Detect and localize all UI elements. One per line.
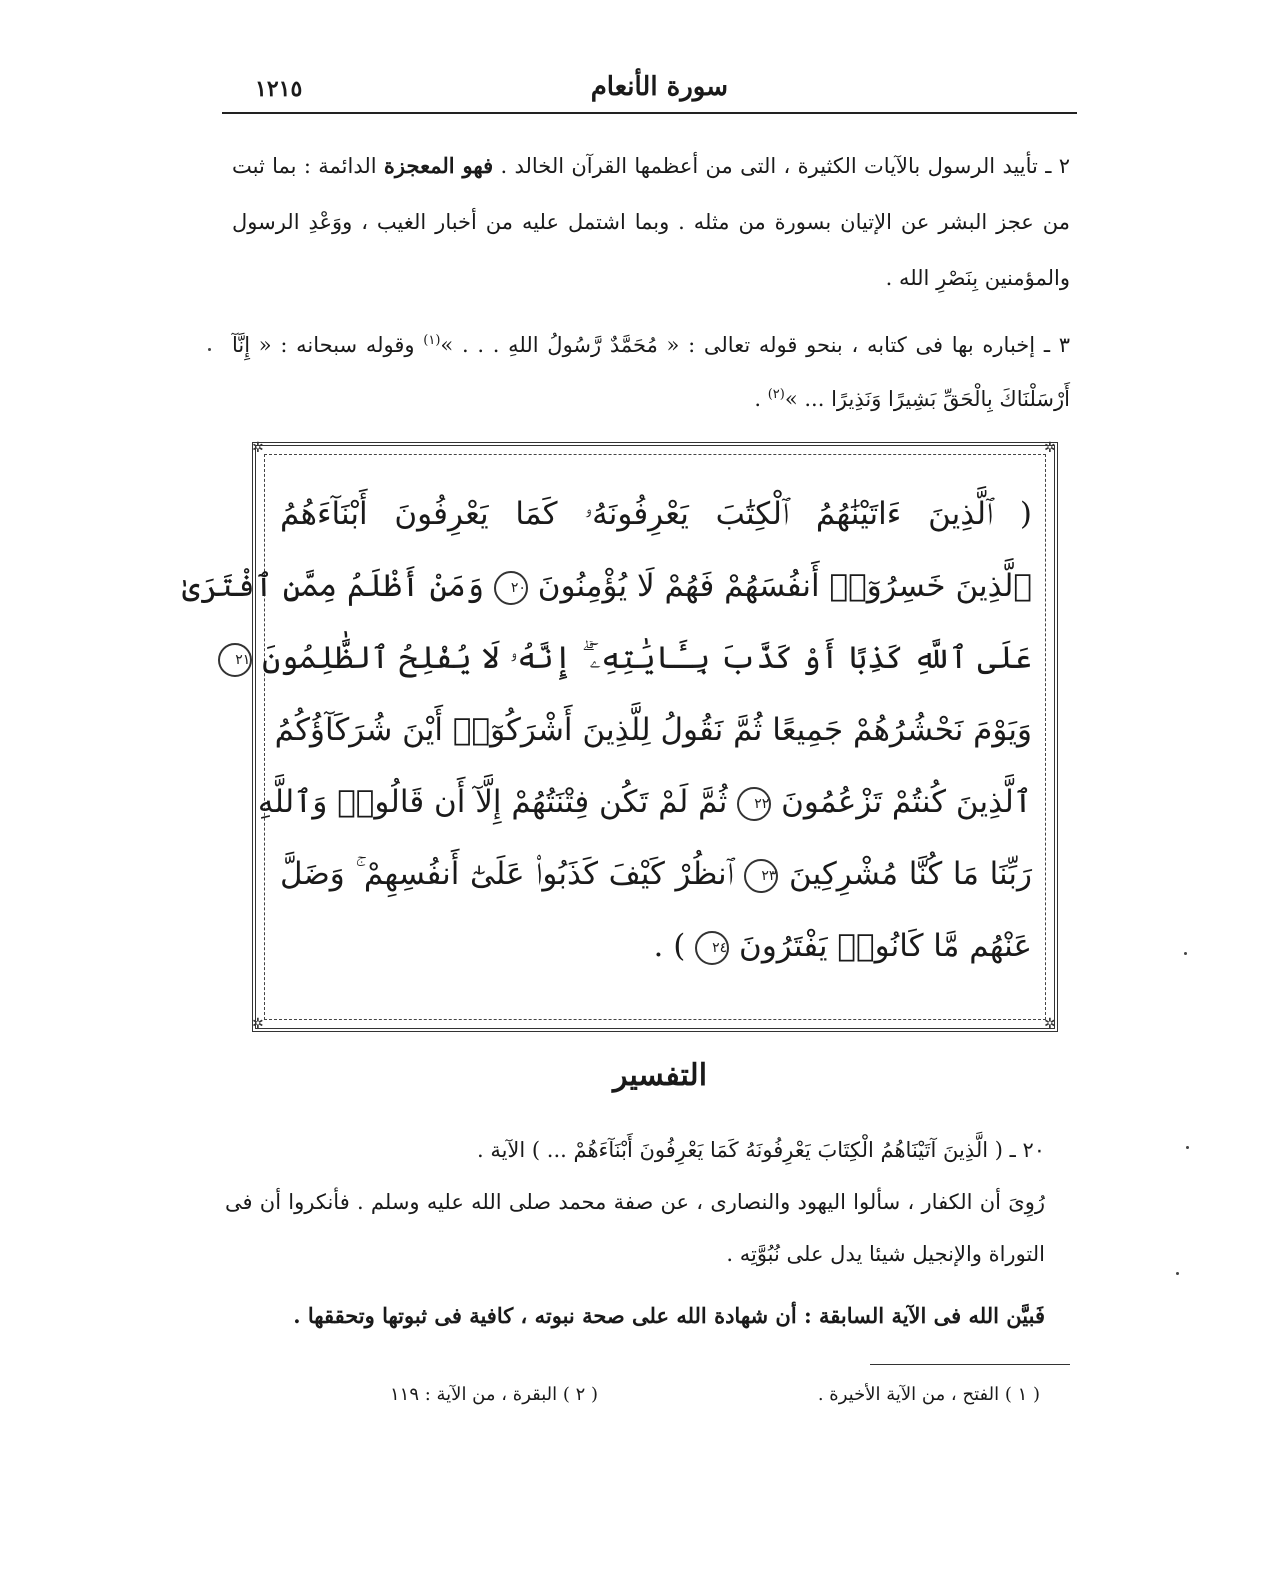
verse-text: عَنْهُم مَّا كَانُوا۟ يَفْتَرُونَ	[739, 928, 1032, 964]
frame-corner-ornament: ✲	[1044, 1016, 1056, 1032]
point3-text: ٣ ـ إخباره بها فى كتابه ، بنحو قوله تعالى : « مُحَمَّدٌ رَّسُولُ اللهِ . . . »	[440, 333, 1070, 357]
ayah-number-marker: ٢٠	[494, 571, 528, 605]
tafsir-paragraph: رُوِىَ أن الكفار ، سألوا اليهود والنصارى ، عن صفة محمد صلى الله عليه وسلم . فأنكروا أن فى التوراة والإنجيل شيئا يدل على نُبُوَّتِه .	[225, 1190, 1045, 1266]
verse-text: ) .	[653, 928, 686, 964]
verse-text: ثُمَّ لَمْ تَكُن فِتْنَتُهُمْ إِلَّآ أَن قَالُوا۟ وَٱللَّهِ	[257, 784, 728, 820]
verse-text: رَبِّنَا مَا كُنَّا مُشْرِكِينَ	[789, 856, 1033, 892]
verse-line	[280, 838, 1032, 910]
verse-line	[274, 694, 1032, 766]
point2-line2: الدائمة : بما ثبت من عجز البشر عن الإتيان بسورة من مثله . وبما اشتمل عليه من أخبار الغيب ، ووَعْدِ الرسول والمؤمنين بِنَصْرِ الله .	[232, 154, 1070, 290]
tafsir-paragraph-bold: فَبيَّن الله فى الآية السابقة : أن شهادة الله على صحة نبوته ، كافية فى ثبوتها وتحققها .	[293, 1303, 1045, 1328]
frame-corner-ornament: ✲	[1044, 440, 1056, 456]
ayah-number-marker: ٢٢	[737, 787, 771, 821]
scan-speck	[1186, 1146, 1189, 1149]
ayah-number-marker: ٢١	[218, 643, 252, 677]
tafsir-heading: التفسير	[612, 1058, 708, 1093]
footnote-ref-1: (١)	[423, 333, 441, 348]
page-number: ١٢١٥	[255, 76, 303, 102]
verse-line	[280, 910, 1032, 982]
footnote-ref-2: (٢)	[767, 387, 785, 402]
surah-title: سورة الأنعام	[590, 72, 728, 102]
verse-line	[257, 766, 1032, 838]
verse-line	[280, 478, 1032, 550]
verse-text: ( ٱلَّذِينَ ءَاتَيْنَٰهُمُ ٱلْكِتَٰبَ يَعْرِفُونَهُۥ كَمَا يَعْرِفُونَ أَبْنَآءَهُمُ	[280, 496, 1032, 532]
point2-bold: فهو المعجزة	[383, 153, 494, 178]
frame-corner-ornament: ✲	[252, 440, 264, 456]
intro-point-3	[232, 316, 1070, 424]
verse-text: عَلَى ٱللَّهِ كَذِبًا أَوْ كَذَّبَ بِـَٔايَٰتِهِۦٓ ۗ إِنَّهُۥ لَا يُفْلِحُ ٱلظَّٰلِمُونَ	[262, 640, 1032, 676]
verse-text: ٱلَّذِينَ كُنتُمْ تَزْعُمُونَ	[781, 784, 1032, 820]
ayah-number-marker: ٢٣	[744, 859, 778, 893]
scan-speck	[1176, 1272, 1179, 1275]
footnote-2: ( ٢ ) البقرة ، من الآية : ١١٩	[390, 1384, 599, 1405]
scan-speck	[1184, 952, 1187, 955]
verse-text: وَمَنْ أَظْلَمُ مِمَّنِ ٱفْتَرَىٰ	[182, 568, 485, 604]
point3-end: .	[754, 387, 762, 411]
page-header	[225, 72, 1073, 112]
ayah-number-marker: ٢٤	[695, 931, 729, 965]
footnote-rule	[870, 1364, 1070, 1365]
verse-line	[235, 622, 1032, 694]
verse-text: ٱنظُرْ كَيْفَ كَذَبُوا۟ عَلَىٰٓ أَنفُسِهِمْ ۚ وَضَلَّ	[280, 856, 734, 892]
quran-verses	[182, 478, 1033, 982]
point3-text2: وقوله سبحانه : « إِنَّآ أَرْسَلْنَاكَ بِالْحَقِّ بَشِيرًا وَنَذِيرًا ... »	[232, 333, 1070, 411]
intro-point-2	[232, 138, 1070, 306]
footnote-1: ( ١ ) الفتح ، من الآية الأخيرة .	[817, 1384, 1040, 1405]
point2-line1: ٢ ـ تأييد الرسول بالآيات الكثيرة ، التى من أعظمها القرآن الخالد .	[500, 154, 1070, 178]
scan-speck	[208, 348, 211, 351]
verse-text: وَيَوْمَ نَحْشُرُهُمْ جَمِيعًا ثُمَّ نَقُولُ لِلَّذِينَ أَشْرَكُوٓا۟ أَيْنَ شُرَكَآؤُكُمُ	[274, 712, 1032, 748]
tafsir-verse-reference: ٢٠ ـ ( الَّذِينَ آتَيْنَاهُمُ الْكِتَابَ يَعْرِفُونَهُ كَمَا يَعْرِفُونَ أَبْنَآءَهُمْ ... ) الآية .	[476, 1138, 1045, 1162]
verse-line	[182, 550, 1032, 622]
header-rule	[222, 112, 1077, 114]
verse-text: ٱلَّذِينَ خَسِرُوٓا۟ أَنفُسَهُمْ فَهُمْ لَا يُؤْمِنُونَ	[537, 568, 1032, 604]
frame-corner-ornament: ✲	[252, 1016, 264, 1032]
